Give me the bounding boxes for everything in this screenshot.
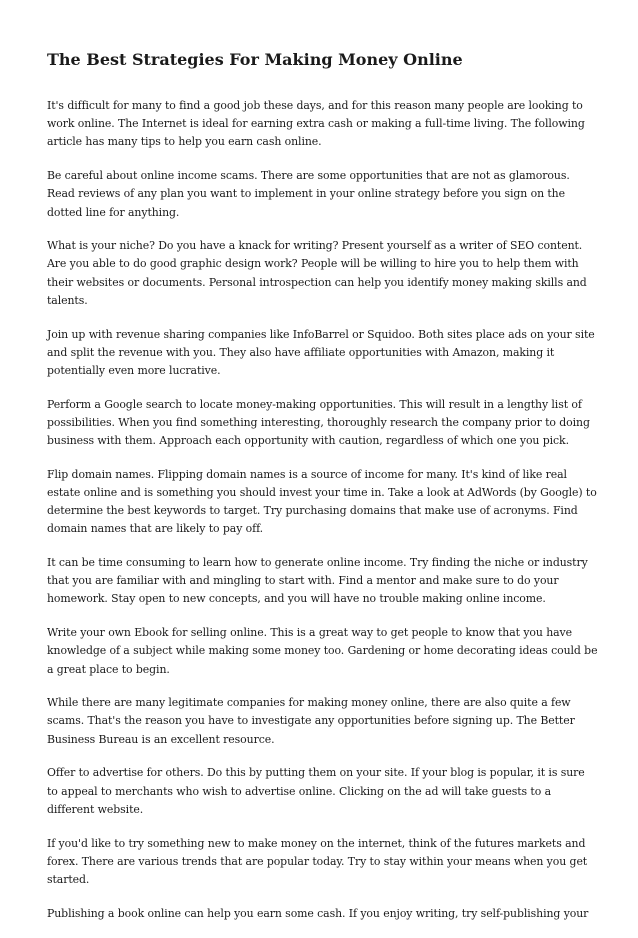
paragraph-line: talents.: [47, 293, 88, 307]
paragraph-line: knowledge of a subject while making some money too. Gardening or home decorating ideas could be: [47, 644, 598, 658]
body-paragraph: [47, 396, 595, 451]
paragraph-line: estate online and is something you should invest your time in. Take a look at AdWords (by Google) to: [47, 485, 597, 499]
paragraph-line: and split the revenue with you. They also have affiliate opportunities with Amazon, making it: [47, 345, 555, 359]
paragraph-line: determine the best keywords to target. Try purchasing domains that make use of acronyms. Find: [47, 504, 578, 518]
document-title: The Best Strategies For Making Money Online: [47, 50, 463, 69]
paragraph-line: Offer to advertise for others. Do this by putting them on your site. If your blog is popular, it is sure: [47, 766, 585, 780]
paragraph-line: Perform a Google search to locate money-making opportunities. This will result in a lengthy list of: [47, 397, 582, 411]
body-paragraph: [47, 694, 595, 749]
paragraph-line: Flip domain names. Flipping domain names is a source of income for many. It's kind of like real: [47, 467, 567, 481]
paragraph-line: Be careful about online income scams. There are some opportunities that are not as glamorous.: [47, 169, 570, 183]
paragraph-line: While there are many legitimate companies for making money online, there are also quite a few: [47, 696, 571, 710]
paragraph-line: What is your niche? Do you have a knack for writing? Present yourself as a writer of SEO content.: [47, 239, 583, 253]
paragraph-line: forex. There are various trends that are popular today. Try to stay within your means when you get: [47, 854, 588, 868]
paragraph-line: It's difficult for many to find a good job these days, and for this reason many people are looking to: [47, 99, 583, 112]
paragraph-line: Write your own Ebook for selling online. This is a great way to get people to know that you have: [47, 626, 572, 640]
body-paragraph: [47, 97, 595, 152]
paragraph-line: It can be time consuming to learn how to generate online income. Try finding the niche or industry: [47, 556, 588, 570]
body-paragraph: [47, 554, 595, 609]
paragraph-line: Are you able to do good graphic design work? People will be willing to hire you to help them with: [47, 257, 579, 271]
paragraph-line: that you are familiar with and mingling to start with. Find a mentor and make sure to do your: [47, 574, 559, 588]
paragraph-line: Read reviews of any plan you want to implement in your online strategy before you sign on the: [47, 187, 565, 201]
paragraph-line: Business Bureau is an excellent resource.: [47, 732, 275, 746]
body-paragraph: [47, 905, 595, 923]
paragraph-line: dotted line for anything.: [47, 205, 180, 219]
body-paragraph: [47, 466, 595, 539]
body-paragraph: [47, 326, 595, 381]
body-paragraph: [47, 237, 595, 310]
paragraph-line: homework. Stay open to new concepts, and you will have no trouble making online income.: [47, 592, 546, 606]
paragraph-line: If you'd like to try something new to make money on the internet, think of the futures markets and: [47, 836, 586, 850]
document-page: [47, 49, 598, 938]
paragraph-line: different website.: [47, 802, 144, 816]
paragraph-line: work online. The Internet is ideal for earning extra cash or making a full-time living. The following: [47, 117, 585, 131]
body-paragraph: [47, 764, 595, 819]
paragraph-line: a great place to begin.: [47, 662, 170, 676]
paragraph-line: Join up with revenue sharing companies like InfoBarrel or Squidoo. Both sites place ads on your site: [47, 327, 595, 341]
paragraph-line: to appeal to merchants who wish to advertise online. Clicking on the ad will take guests to a: [47, 784, 551, 798]
paragraph-line: business with them. Approach each opportunity with caution, regardless of which one you pick.: [47, 434, 569, 448]
paragraph-line: started.: [47, 872, 90, 886]
paragraph-line: Publishing a book online can help you earn some cash. If you enjoy writing, try self-publishing your: [47, 906, 589, 920]
paragraph-line: scams. That's the reason you have to investigate any opportunities before signing up. The Better: [47, 714, 575, 728]
body-paragraph: [47, 624, 598, 679]
paragraph-line: potentially even more lucrative.: [47, 363, 221, 377]
body-paragraph: [47, 167, 595, 222]
document-body: [47, 97, 598, 923]
paragraph-line: article has many tips to help you earn cash online.: [47, 135, 322, 149]
body-paragraph: [47, 835, 595, 890]
paragraph-line: domain names that are likely to pay off.: [47, 522, 264, 536]
paragraph-line: their websites or documents. Personal introspection can help you identify money making skills and: [47, 275, 587, 289]
paragraph-line: possibilities. When you find something interesting, thoroughly research the company prior to doing: [47, 415, 590, 429]
